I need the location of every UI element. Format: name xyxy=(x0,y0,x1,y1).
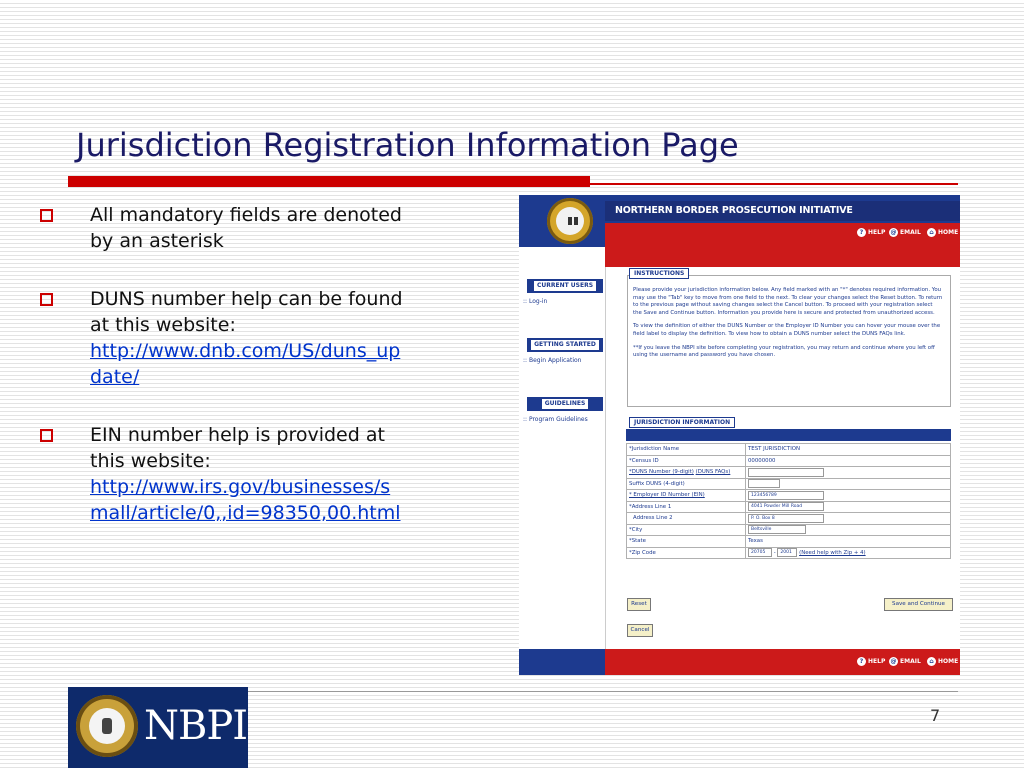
bullet-text: DUNS number help can be found at this website: xyxy=(90,288,403,336)
home-icon: ⌂ xyxy=(927,657,936,666)
email-icon: @ xyxy=(890,229,897,236)
website-screenshot xyxy=(519,195,960,675)
footer-email[interactable]: @ EMAIL xyxy=(890,658,921,665)
home-icon: ⌂ xyxy=(927,228,936,237)
help-icon: ? xyxy=(857,228,866,237)
jurisdiction-name-value: TEST JURISDICTION xyxy=(746,444,951,456)
table-row xyxy=(627,467,951,479)
content-top-strip xyxy=(605,247,960,267)
nav-help[interactable]: ? HELP xyxy=(857,228,885,237)
ein-input[interactable]: 123456789 xyxy=(748,491,824,500)
jurisdiction-table-header xyxy=(626,429,951,441)
nav-email[interactable]: @ EMAIL xyxy=(890,229,921,236)
title-underline-bar xyxy=(68,176,590,187)
email-icon: @ xyxy=(890,658,897,665)
sidebar-section-guidelines: GUIDELINES xyxy=(527,397,603,411)
bullet-item xyxy=(38,422,408,526)
sidebar-section-getting-started: GETTING STARTED xyxy=(527,338,603,352)
address-line1-input[interactable]: 4041 Powder Mill Road xyxy=(748,502,824,511)
zip-input[interactable]: 20705 xyxy=(748,548,772,557)
sidebar-item-program-guidelines[interactable]: :: Program Guidelines xyxy=(523,416,588,423)
sidebar-section-current-users: CURRENT USERS xyxy=(527,279,603,293)
address-line2-input[interactable]: P. O. Box 8 xyxy=(748,514,824,523)
footer-home[interactable]: ⌂ HOME xyxy=(927,657,958,666)
doj-seal-icon xyxy=(547,198,593,244)
zip-plus4-input[interactable]: 2001 xyxy=(777,548,797,557)
logo-text: NBPI xyxy=(144,703,248,749)
help-icon: ? xyxy=(857,657,866,666)
table-row: *City Beltsville xyxy=(627,524,951,536)
table-row: *Jurisdiction Name TEST JURISDICTION xyxy=(627,444,951,456)
site-sidebar xyxy=(519,247,606,649)
ein-label-link[interactable]: * Employer ID Number (EIN) xyxy=(629,492,705,499)
jurisdiction-info-title: JURISDICTION INFORMATION xyxy=(629,417,735,428)
doj-seal-icon xyxy=(76,695,138,757)
table-row xyxy=(627,490,951,502)
state-select[interactable]: Texas xyxy=(746,536,951,548)
title-underline-line xyxy=(590,183,958,185)
nav-home[interactable]: ⌂ HOME xyxy=(927,228,958,237)
instructions-title: INSTRUCTIONS xyxy=(629,268,689,279)
duns-input[interactable] xyxy=(748,468,824,477)
duns-label-link[interactable]: *DUNS Number (9-digit) xyxy=(629,469,694,476)
city-input[interactable]: Beltsville xyxy=(748,525,806,534)
instructions-text: Please provide your jurisdiction information below. Any field marked with an "*" denotes required information. You may use the "Tab" key to move from one field to the next. To clear your changes select the Reset button. To return to the previous page without saving changes select the Cancel button. To proceed with your registration select the Save and Continue button. Information you provide here is secure and protected from unauthorized access. To view the definition of either the DUNS Number or the Employer ID Number you can hover your mouse over the field label to display the definition. To view how to obtain a DUNS number select the DUNS FAQs link. **If you leave the NBPI site before completing your registration, you may return and continue where you left off using the username and password you have chosen. xyxy=(633,287,943,359)
bullet-item xyxy=(38,286,408,390)
jurisdiction-form-table xyxy=(626,443,951,559)
bullet-square-icon xyxy=(40,429,53,442)
bullet-item xyxy=(38,202,408,254)
table-row: *Zip Code 20705 - 2001 (Need help with Zip + 4) xyxy=(627,547,951,559)
bullet-text: EIN number help is provided at this website: xyxy=(90,424,385,472)
cancel-button[interactable]: Cancel xyxy=(627,624,653,637)
table-row: *State Texas xyxy=(627,536,951,548)
bullet-square-icon xyxy=(40,209,53,222)
census-id-value: 00000000 xyxy=(746,455,951,467)
bullet-list xyxy=(38,202,408,558)
bullet-square-icon xyxy=(40,293,53,306)
sidebar-item-login[interactable]: :: Log-in xyxy=(523,298,548,305)
page-number: 7 xyxy=(930,706,941,725)
bullet-text: All mandatory fields are denoted by an asterisk xyxy=(90,204,402,252)
table-row: *Census ID 00000000 xyxy=(627,455,951,467)
sidebar-item-begin-application[interactable]: :: Begin Application xyxy=(523,357,582,364)
slide-title: Jurisdiction Registration Information Page xyxy=(76,126,739,164)
save-and-continue-button[interactable]: Save and Continue xyxy=(884,598,953,611)
suffix-duns-input[interactable] xyxy=(748,479,780,488)
duns-faqs-link[interactable]: (DUNS FAQs) xyxy=(695,469,731,476)
table-row: *Address Line 1 4041 Powder Mill Road xyxy=(627,501,951,513)
site-footer-left xyxy=(519,649,605,675)
table-row: Suffix DUNS (4-digit) xyxy=(627,478,951,490)
zip-help-link[interactable]: (Need help with Zip + 4) xyxy=(799,550,866,557)
duns-help-link[interactable]: http://www.dnb.com/US/duns_update/ xyxy=(90,340,401,388)
reset-button[interactable]: Reset xyxy=(627,598,651,611)
ein-help-link[interactable]: http://www.irs.gov/businesses/small/article/0,,id=98350,00.html xyxy=(90,476,401,524)
table-row: Address Line 2 P. O. Box 8 xyxy=(627,513,951,525)
site-title: NORTHERN BORDER PROSECUTION INITIATIVE xyxy=(615,205,853,216)
nbpi-logo xyxy=(68,687,248,768)
footer-help[interactable]: ? HELP xyxy=(857,657,885,666)
